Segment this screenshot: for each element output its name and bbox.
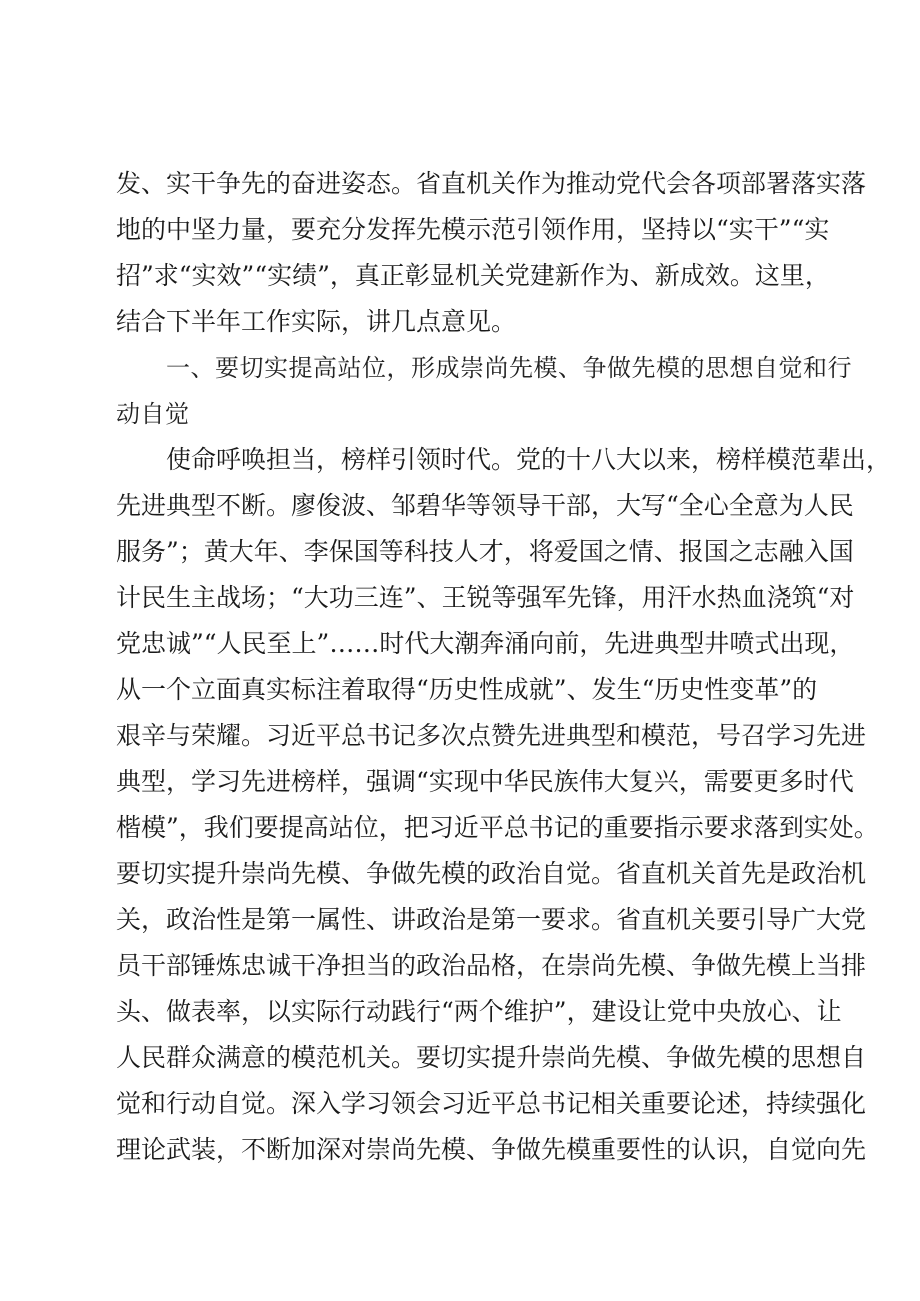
intro-line: 结合下半年工作实际，讲几点意见。 [116,307,517,336]
body-line: 服务”；黄大年、李保国等科技人才，将爱国之情、报国之志融入国 [116,537,854,566]
body-line: 先进典型不断。廖俊波、邹碧华等领导干部，大写“全心全意为人民 [116,491,854,520]
body-line: 理论武装，不断加深对崇尚先模、争做先模重要性的认识，自觉向先 [116,1135,867,1164]
body-line: 头、做表率，以实际行动践行“两个维护”，建设让党中央放心、让 [116,997,842,1026]
body-line: 员干部锤炼忠诚干净担当的政治品格，在崇尚先模、争做先模上当排 [116,951,867,980]
body-line: 使命呼唤担当，榜样引领时代。党的十八大以来，榜样模范辈出， [166,445,892,474]
body-line: 觉和行动自觉。深入学习领会习近平总书记相关重要论述，持续强化 [116,1089,867,1118]
body-line: 从一个立面真实标注着取得“历史性成就”、发生“历史性变革”的 [116,675,818,704]
body-line: 人民群众满意的模范机关。要切实提升崇尚先模、争做先模的思想自 [116,1043,867,1072]
intro-line: 地的中坚力量，要充分发挥先模示范引领作用，坚持以“实干”“实 [116,215,830,244]
body-line: 党忠诚”“人民至上”……时代大潮奔涌向前，先进典型井喷式出现， [116,629,855,658]
section-heading: 一、要切实提高站位，形成崇尚先模、争做先模的思想自觉和行 [166,354,852,382]
body-line: 楷模”，我们要提高站位，把习近平总书记的重要指示要求落到实处。 [116,813,879,842]
body-line: 关，政治性是第一属性、讲政治是第一要求。省直机关要引导广大党 [116,905,867,934]
section-heading: 动自觉 [116,400,190,428]
body-line: 艰辛与荣耀。习近平总书记多次点赞先进典型和模范，号召学习先进 [116,721,867,750]
intro-line: 招”求“实效”“实绩”，真正彰显机关党建新作为、新成效。这里， [116,261,830,290]
body-line: 计民生主战场；“大功三连”、王锐等强军先锋，用汗水热血浇筑“对 [116,583,855,612]
body-line: 典型，学习先进榜样，强调“实现中华民族伟大复兴，需要更多时代 [116,767,854,796]
intro-line: 发、实干争先的奋进姿态。省直机关作为推动党代会各项部署落实落 [116,169,867,198]
body-line: 要切实提升崇尚先模、争做先模的政治自觉。省直机关首先是政治机 [116,859,867,888]
